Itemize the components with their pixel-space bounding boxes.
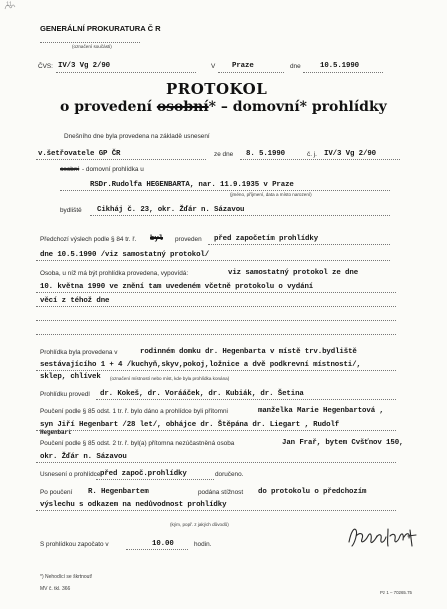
terminated-value: před započ.prohlídky [100,470,187,478]
complaint-dotline-2 [36,510,396,511]
ref-label: ČVS: [38,63,53,70]
summons-struck: byl [150,235,164,243]
decision-cj-line [240,159,400,160]
executed-value: dr. Kokeš, dr. Vorááček, dr. Kubiák, dr. Šetina [100,390,304,398]
office-name: GENERÁLNÍ PROKURATURA Č R [40,24,161,33]
persons-line-2: 10. května 1990 ve znění tam uvedeném včetně protokolu o vydání [40,283,314,291]
persons-line-3: věcí z téhož dne [40,297,110,305]
place-dotline-2 [36,370,396,371]
witness-label: Poučení podle § 85 odst. 2 tr. ř. byl(a) přítomna nezúčastněná osoba [40,440,235,447]
document-subtitle [60,99,387,115]
start-dotline [126,549,188,550]
complaint-mid: podána stížnost [198,489,244,496]
present-line-2: syn Jiří Hegenbart /28 let/, obhájce dr. Štěpána dr. Liegart , Rudolf [40,421,340,429]
place-label: V [211,63,216,70]
place-caption: (označení místností nebo míst, kde byla prohlídka konána) [110,376,230,381]
witness-value: Jan Frař, bytem Cvšťnov 150, [282,439,404,447]
witness-dotline-2 [36,462,396,463]
date-value: 10.5.1990 [320,62,360,70]
witness-line-2: okr. Žďár n. Sázavou [40,453,127,461]
date-dotline [303,72,383,73]
date-label: dne [290,63,301,70]
decision-person-line [60,190,390,191]
decision-date: 8. 5.1990 [246,150,286,158]
summons-line-2 [36,260,390,261]
present-line-2-overlay: Hegenbart [40,429,72,436]
place-line-2: sestávajícího 1 + 4 /kuchyň,skyv,pokoj,ložnice a dvě podkrevní místnosti/, [40,361,361,369]
place-dotline [218,72,284,73]
decision-kind-struck: osobní [60,166,80,173]
signature [346,524,420,550]
decision-cj-label: č. j. [307,151,317,158]
place-line-3: sklep, chlívek [40,373,101,381]
subtitle-prefix: o provedení [60,99,152,115]
corner-mark-text: 11 [6,2,13,8]
present-label: Poučení podle § 85 odst. 1 tr. ř. bylo dáno a prohlídce byli přítomni [40,408,228,415]
start-suffix: hodin. [194,541,212,548]
terminated-line [96,479,214,480]
footer-form: MV č. tkl. 366 [40,586,71,592]
decision-by-line [36,159,206,160]
office-dotline [40,42,140,43]
summons-label-prefix: Předchozí výslech podle § 84 tr. ř. [40,236,137,243]
start-time: 10.00 [152,540,174,548]
ref-dotline [56,72,196,73]
persons-dotline-3 [36,306,396,307]
summons-value-2: dne 10.5.1990 /viz samostatný protokol/ [40,251,210,259]
subtitle-suffix: * – domovní* prohlídky [208,99,387,115]
present-line-1: manželka Marie Hegenbartová , [258,407,384,415]
summons-label-suffix: proveden [175,236,202,243]
persons-dotline-5 [36,334,396,335]
complaint-value: do protokolu o předchozím [258,488,367,496]
decision-date-label: ze dne [214,151,234,158]
place-label: Prohlídka byla provedena v [40,349,118,356]
executed-line [96,399,396,400]
present-dotline-2 [36,430,396,431]
terminated-label: Usnesení o prohlídce [40,471,101,478]
residence-label: bydliště [60,207,82,214]
decision-cj: IV/3 Vg 2/90 [324,150,377,158]
footer-printer: Pz 1 – 70265.75 [380,590,412,595]
decision-kind-label: - domovní prohlídka u [82,166,144,173]
residence-value: Cikháj č. 23, okr. Žďár n. Sázavou [97,206,245,214]
decision-person: RSDr.Rudolfa HEGENBARTA, nar. 11.9.1935 v Praze [90,181,294,189]
footer-note: *) Nehodící se škrtnout! [40,574,93,580]
persons-label: Osoba, u níž má být prohlídka provedena, vypovídá: [40,270,189,277]
office-caption: (označení součásti) [72,44,112,49]
summons-value-1: před započetím prohlídky [214,235,319,243]
persons-dotline-4 [36,320,396,321]
decision-by: v.šetřovatele GP ČR [38,150,121,158]
summons-line-1 [208,244,390,245]
residence-line [90,215,390,216]
decision-intro: Dnešního dne byla provedena na základě usnesení [64,133,210,140]
persons-dotline-2 [36,292,396,293]
decision-person-caption: (jméno, příjmení, data a místo narození) [230,192,312,197]
complaint-label: Po poučení [40,489,73,496]
place-line-1: rodinném domku dr. Hegenbarta v místě trv.bydliště [140,348,357,356]
complaint-person: R. Hegenbartem [88,488,149,496]
persons-line-1: viz samostatný protokol ze dne [228,269,359,277]
terminated-suffix: doručeno. [215,471,244,478]
place-value: Praze [232,62,254,70]
document-title: PROTOKOL [166,80,268,98]
complaint-line-2: výslechu s odkazem na nedůvodnost prohlídky [40,501,227,509]
subtitle-struck-word: osobní [156,99,209,115]
ref-value: IV/3 Vg 2/90 [58,62,111,70]
executed-label: Prohlídku provedl [40,391,90,398]
complaint-caption: (kým, popř. z jakých důvodů) [170,522,229,527]
start-label: S prohlídkou započato v [40,541,109,548]
